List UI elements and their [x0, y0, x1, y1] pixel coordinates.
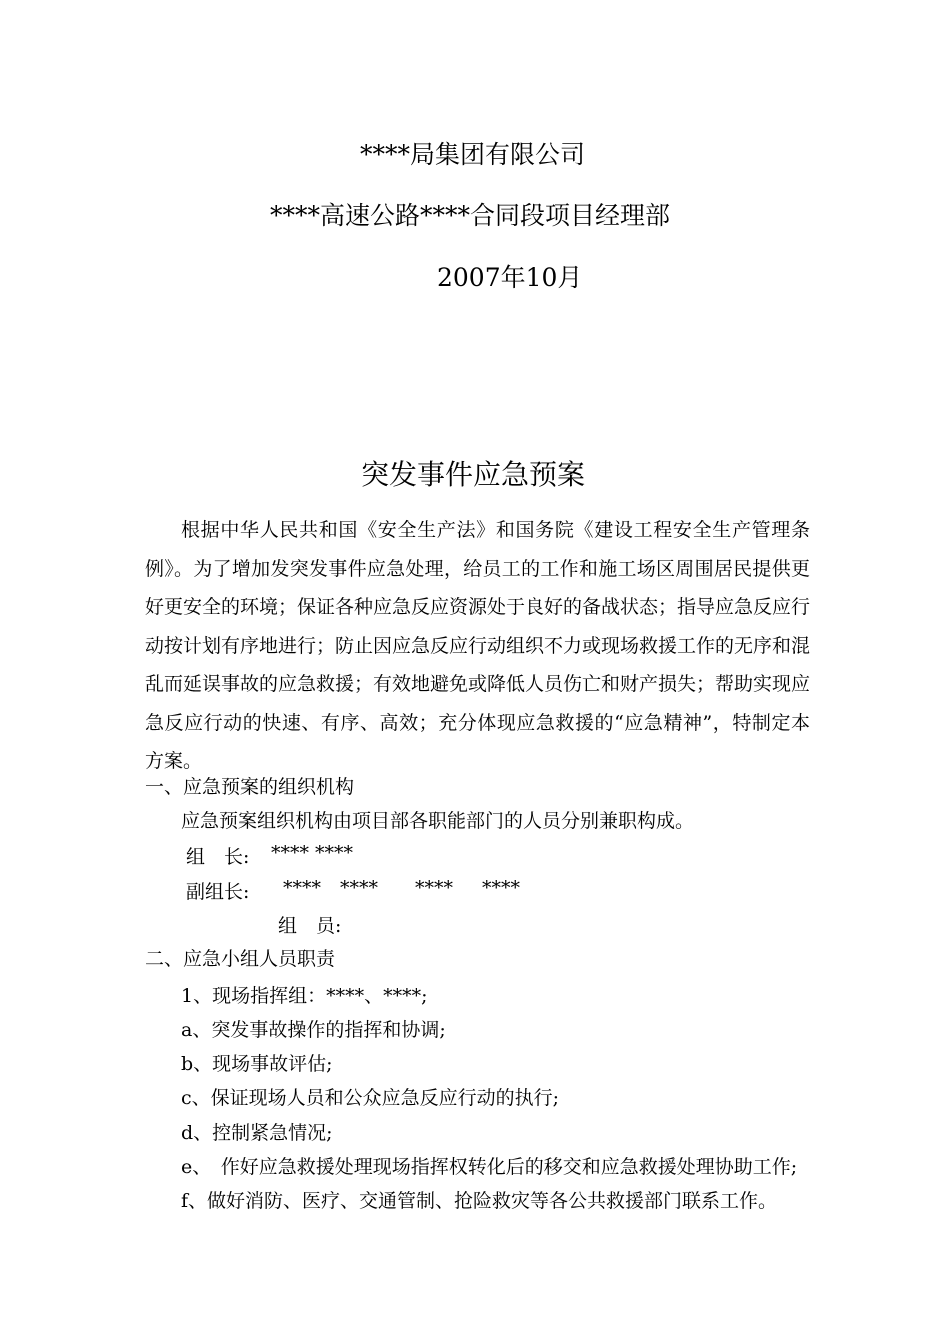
- company-name: ****局集团有限公司: [360, 140, 586, 169]
- section-2-heading: 二、应急小组人员职责: [145, 948, 336, 970]
- deputy-name: ****: [283, 877, 321, 899]
- leader-label: 组 长:: [186, 846, 250, 868]
- deputy-name: ****: [415, 877, 453, 899]
- intro-paragraph: 根据中华人民共和国《安全生产法》和国务院《建设工程安全生产管理条例》。为了增加发突发事件应急处理，给员工的工作和施工场区周围居民提供更好更安全的环境；保证各种应急反应资源处于良好的备战状态；指导应急反应行动按计划有序地进行；防止因应急反应行动组织不力或现场救援工作的无序和混乱而延误事故的应急救援；有效地避免或降低人员伤亡和财产损失；帮助实现应急反应行动的快速、有序、高效；充分体现应急救援的“应急精神”，特制定本方案。: [145, 519, 811, 772]
- member-label: 组 员:: [278, 915, 342, 937]
- org-description: 应急预案组织机构由项目部各职能部门的人员分别兼职构成。: [181, 810, 695, 832]
- leader-names: **** ****: [271, 842, 354, 864]
- deputy-label: 副组长:: [186, 881, 250, 903]
- duty-item: d、控制紧急情况;: [181, 1122, 333, 1144]
- duty-item: f、做好消防、医疗、交通管制、抢险救灾等各公共救援部门联系工作。: [181, 1190, 778, 1212]
- duty-item: e、 作好应急救援处理现场指挥权转化后的移交和应急救援处理协助工作;: [181, 1156, 798, 1178]
- department-name: ****高速公路****合同段项目经理部: [270, 201, 671, 230]
- deputy-name: ****: [482, 877, 520, 899]
- duty-group-1: 1、现场指挥组：****、****;: [181, 985, 428, 1007]
- duty-item: a、突发事故操作的指挥和协调;: [181, 1019, 446, 1041]
- document-title: 突发事件应急预案: [361, 458, 586, 491]
- duty-item: b、现场事故评估;: [181, 1053, 333, 1075]
- section-1-heading: 一、应急预案的组织机构: [145, 776, 355, 798]
- deputy-name: ****: [340, 877, 378, 899]
- document-date: 2007年10月: [437, 263, 583, 292]
- duty-item: c、保证现场人员和公众应急反应行动的执行;: [181, 1087, 560, 1109]
